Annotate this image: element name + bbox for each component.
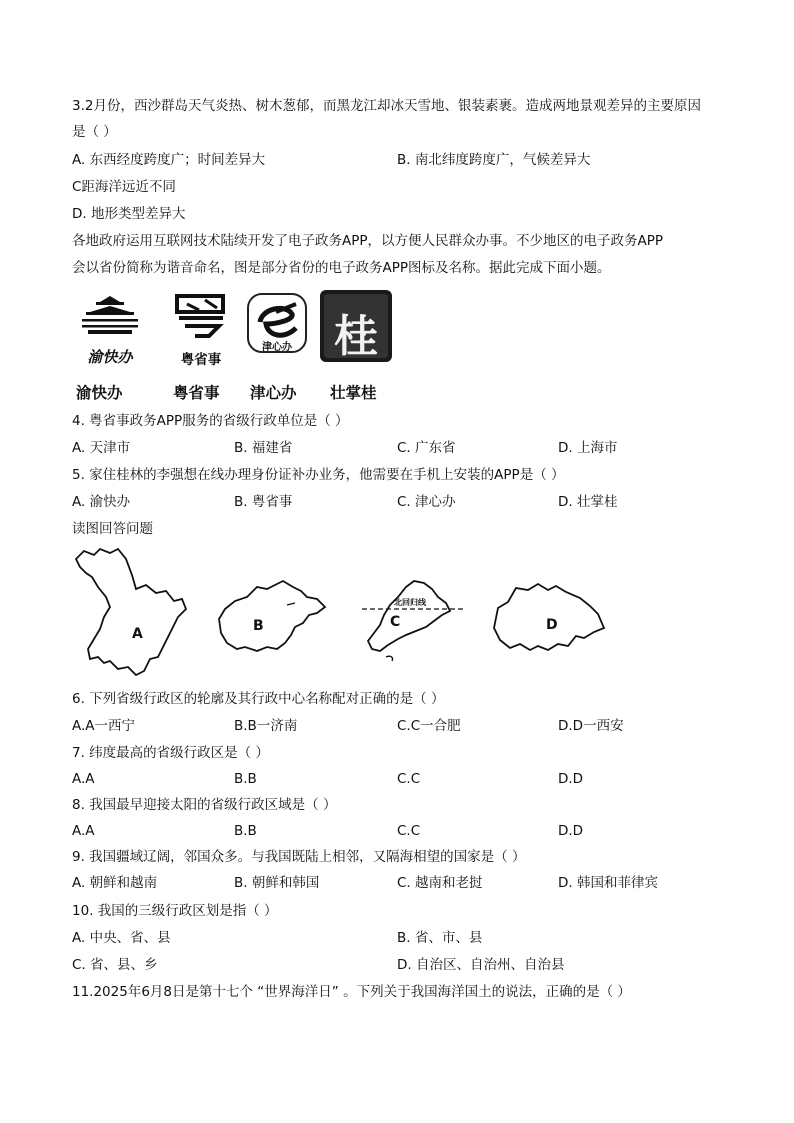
app-name-jinxinban: 津心办 [250,384,297,402]
q8-option-c: C.C [397,823,421,839]
app-icon-yueshengshi [165,292,237,372]
map-province-b [213,575,329,655]
q4-stem: 4. 粤省事政务APP服务的省级行政单位是（ ） [72,413,349,429]
apps-intro-line2: 会以省份简称为谐音命名，图是部分省份的电子政务APP图标及名称。据此完成下面小题。 [72,260,611,276]
q5-stem: 5. 家住桂林的李强想在线办理身份证补办业务，他需要在手机上安装的APP是（ ） [72,467,565,483]
q9-stem: 9. 我国疆域辽阔，邻国众多。与我国既陆上相邻，又隔海相望的国家是（ ） [72,849,526,865]
app-icon-yukuaiban [72,292,148,372]
q10-option-d: D. 自治区、自治州、自治县 [397,957,565,973]
q5-option-d: D. 壮掌桂 [558,494,618,510]
q8-stem: 8. 我国最早迎接太阳的省级行政区域是（ ） [72,797,337,813]
q5-option-a: A. 渝快办 [72,494,131,510]
yue-character-icon [165,292,237,348]
app-name-yukuaiban: 渝快办 [76,384,123,402]
q3-option-b: B. 南北纬度跨度广，气候差异大 [397,152,591,168]
q6-stem: 6. 下列省级行政区的轮廓及其行政中心名称配对正确的是（ ） [72,691,445,707]
q10-option-b: B. 省、市、县 [397,930,483,946]
app-name-yueshengshi: 粤省事 [173,384,220,402]
q9-option-a: A. 朝鲜和越南 [72,875,158,891]
q8-option-b: B.B [234,823,257,839]
app-icon-jinxinban [246,292,308,354]
tropic-label: 北回归线 [394,598,426,607]
q7-stem: 7. 纬度最高的省级行政区是（ ） [72,745,269,761]
yukuaiban-icon-text: 渝快办 [87,348,133,366]
map-label-b: B [253,618,264,634]
app-icon-zhuangzhanggui [318,288,394,364]
q6-option-a: A.A一西宁 [72,718,136,734]
q8-option-d: D.D [558,823,584,839]
map-intro: 读图回答问题 [72,521,153,537]
yueshengshi-icon-text: 粤省事 [180,352,222,368]
q4-option-b: B. 福建省 [234,440,293,456]
q7-option-a: A.A [72,771,95,787]
q10-option-a: A. 中央、省、县 [72,930,171,946]
q9-option-c: C. 越南和老挝 [397,875,483,891]
map-label-a: A [132,626,143,642]
q5-option-b: B. 粤省事 [234,494,293,510]
q4-option-d: D. 上海市 [558,440,618,456]
q10-stem: 10. 我国的三级行政区划是指（ ） [72,903,278,919]
q3-option-c: C距海洋远近不同 [72,179,176,195]
q4-option-c: C. 广东省 [397,440,456,456]
q4-option-a: A. 天津市 [72,440,131,456]
q7-option-d: D.D [558,771,584,787]
q3-stem-line2: 是（ ） [72,124,117,140]
map-province-a [70,545,190,680]
q11-stem: 11.2025年6月8日是第十七个 “世界海洋日” 。下列关于我国海洋国土的说法，正确的是（ ） [72,984,631,1000]
map-label-d: D [546,617,558,633]
map-label-c: C [390,614,401,630]
q5-option-c: C. 津心办 [397,494,456,510]
apps-intro-line1: 各地政府运用互联网技术陆续开发了电子政务APP，以方便人民群众办事。不少地区的电子政务APP [72,233,664,249]
q8-option-a: A.A [72,823,95,839]
map-province-c [360,575,470,665]
gui-icon-text: 桂 [334,311,378,362]
q7-option-b: B.B [234,771,257,787]
q6-option-d: D.D一西安 [558,718,624,734]
jinxinban-icon-text: 津心办 [262,342,292,353]
q6-option-c: C.C一合肥 [397,718,461,734]
app-name-zhuangzhanggui: 壮掌桂 [330,384,377,402]
q9-option-d: D. 韩国和菲律宾 [558,875,658,891]
q10-option-c: C. 省、县、乡 [72,957,158,973]
q3-stem-line1: 3.2月份，西沙群岛天气炎热、树木葱郁，而黑龙江却冰天雪地、银装素裹。造成两地景观差异的主要原因 [72,98,701,114]
q3-option-d: D. 地形类型差异大 [72,206,186,222]
q7-option-c: C.C [397,771,421,787]
q9-option-b: B. 朝鲜和韩国 [234,875,320,891]
q6-option-b: B.B一济南 [234,718,298,734]
map-province-d [490,580,608,660]
chongqing-tiananmen-icon [72,292,148,348]
q3-option-a: A. 东西经度跨度广；时间差异大 [72,152,266,168]
